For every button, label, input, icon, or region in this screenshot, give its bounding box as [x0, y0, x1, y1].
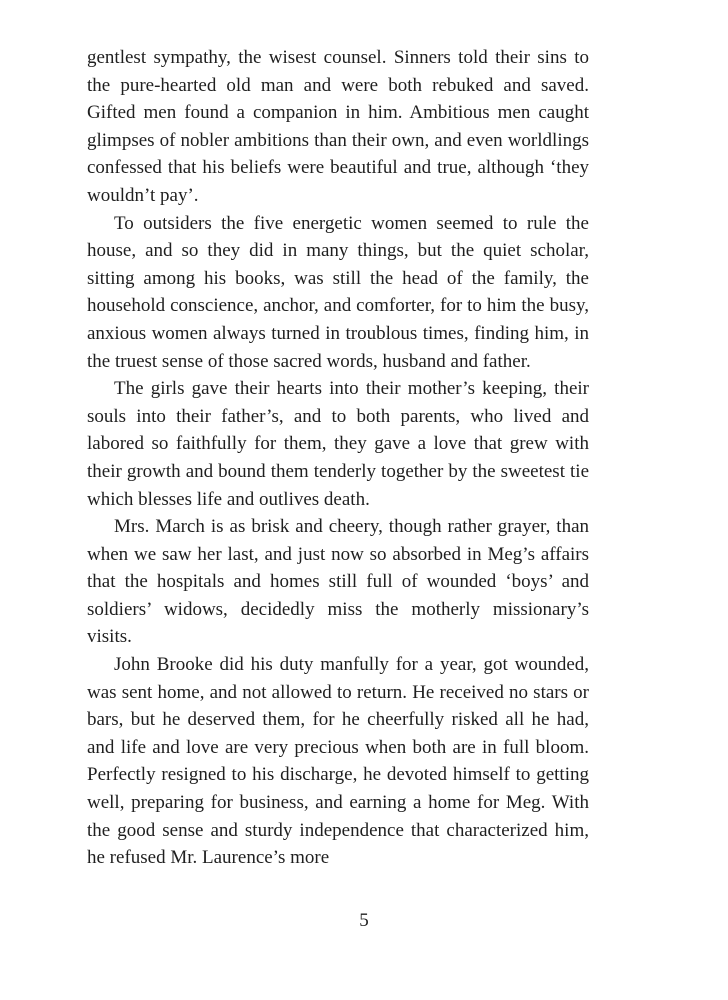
body-text [87, 44, 589, 872]
paragraph-4: Mrs. March is as brisk and cheery, though rather grayer, than when we saw her last, and just now so absorbed in Meg’s affairs that the hospitals and homes still full of wounded ‘boys’ and soldiers’ widows, decidedly miss the motherly missionary’s visits. [87, 516, 589, 648]
page-number: 5 [359, 910, 369, 931]
paragraph-5: John Brooke did his duty manfully for a year, got wounded, was sent home, and not allowed to return. He received no stars or bars, but he deserved them, for he cheerfully risked all he had, and life and love are very precious when both are in full bloom. Perfectly resigned to his discharge, he devoted himself to getting well, preparing for business, and earning a home for Meg. With the good sense and sturdy independence that characterized him, he refused Mr. Laurence’s more [87, 654, 589, 869]
paragraph-2: To outsiders the five energetic women seemed to rule the house, and so they did in many things, but the quiet scholar, sitting among his books, was still the head of the family, the household conscience, anchor, and comforter, for to him the busy, anxious women always turned in troublous times, finding him, in the truest sense of those sacred words, husband and father. [87, 212, 589, 372]
paragraph-3: The girls gave their hearts into their mother’s keeping, their souls into their father’s, and to both parents, who lived and labored so faithfully for them, they gave a love that grew with their growth and bound them tenderly together by the sweetest tie which blesses life and outlives death. [87, 378, 589, 510]
paragraph-1: gentlest sympathy, the wisest counsel. Sinners told their sins to the pure-hearted old man and were both rebuked and saved. Gifted men found a companion in him. Ambitious men caught glimpses of nobler ambitions than their own, and even worldlings confessed that his beliefs were beautiful and true, although ‘they wouldn’t pay’. [87, 47, 589, 206]
